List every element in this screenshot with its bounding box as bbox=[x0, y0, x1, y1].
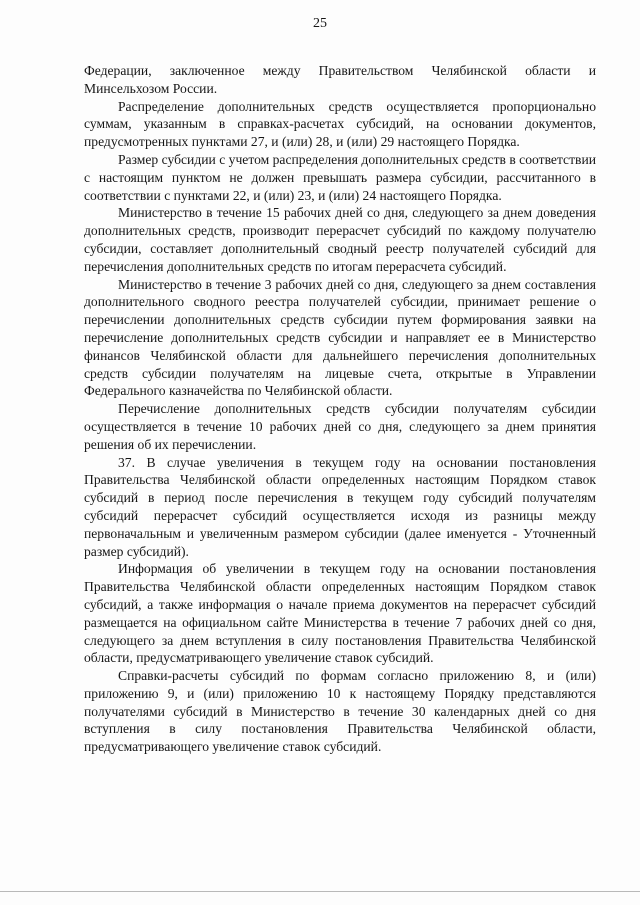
paragraph: Распределение дополнительных средств осуществляется пропорционально суммам, указанным в справках-расчетах субсидий, на основании документов, предусмотренных пунктами 27, и (или) 28, и (или) 29 настоящего Порядка. bbox=[84, 98, 596, 150]
paragraph-point-37: 37. В случае увеличения в текущем году на основании постановления Правительства Челябинской области определенных настоящим Порядком ставок субсидий в период после перечисления в текущем году субсидий получателям субсидий перерасчет субсидий осуществляется исходя из разницы между первоначальным и увеличенным размером субсидии (далее именуется - Уточненный размер субсидий). bbox=[84, 454, 596, 559]
paragraph: Федерации, заключенное между Правительством Челябинской области и Минсельхозом России. bbox=[84, 63, 596, 96]
document-body bbox=[84, 62, 596, 756]
paragraph: Министерство в течение 15 рабочих дней со дня, следующего за днем доведения дополнительных средств, производит перерасчет субсидий по каждому получателю субсидии, составляет дополнительный сводный реестр получателей субсидий для перечисления дополнительных средств по итогам перерасчета субсидий. bbox=[84, 205, 596, 274]
paragraph: Министерство в течение 3 рабочих дней со дня, следующего за днем составления дополнительного сводного реестра получателей субсидии, принимает решение о перечислении дополнительных средств субсидии путем формирования заявки на перечисление дополнительных средств субсидии и направляет ее в Министерство финансов Челябинской области для дальнейшего перечисления дополнительных средств субсидии получателям на лицевые счета, открытые в Управлении Федерального казначейства по Челябинской области. bbox=[84, 276, 596, 399]
paragraph: Информация об увеличении в текущем году на основании постановления Правительства Челябинской области определенных настоящим Порядком ставок субсидий, а также информация о начале приема документов на перерасчет субсидий размещается на официальном сайте Министерства в течение 7 рабочих дней со дня, следующего за днем вступления в силу постановления Правительства Челябинской области, предусматривающего увеличение ставок субсидий. bbox=[84, 561, 596, 666]
page-number: 25 bbox=[313, 16, 327, 31]
paragraph: Перечисление дополнительных средств субсидии получателям субсидии осуществляется в течение 10 рабочих дней со дня, следующего за днем принятия решения об их перечислении. bbox=[84, 401, 596, 452]
scan-edge-line bbox=[0, 891, 640, 892]
paragraph: Размер субсидии с учетом распределения дополнительных средств в соответствии с настоящим пунктом не должен превышать размера субсидии, рассчитанного в соответствии с пунктами 22, и (или) 23, и (или) 24 настоящего Порядка. bbox=[84, 151, 596, 203]
paragraph: Справки-расчеты субсидий по формам согласно приложению 8, и (или) приложению 9, и (или) приложению 10 к настоящему Порядку представляются получателями субсидий в Министерство в течение 30 календарных дней со дня вступления в силу постановления Правительства Челябинской области, предусматривающего увеличение ставок субсидий. bbox=[84, 668, 596, 755]
